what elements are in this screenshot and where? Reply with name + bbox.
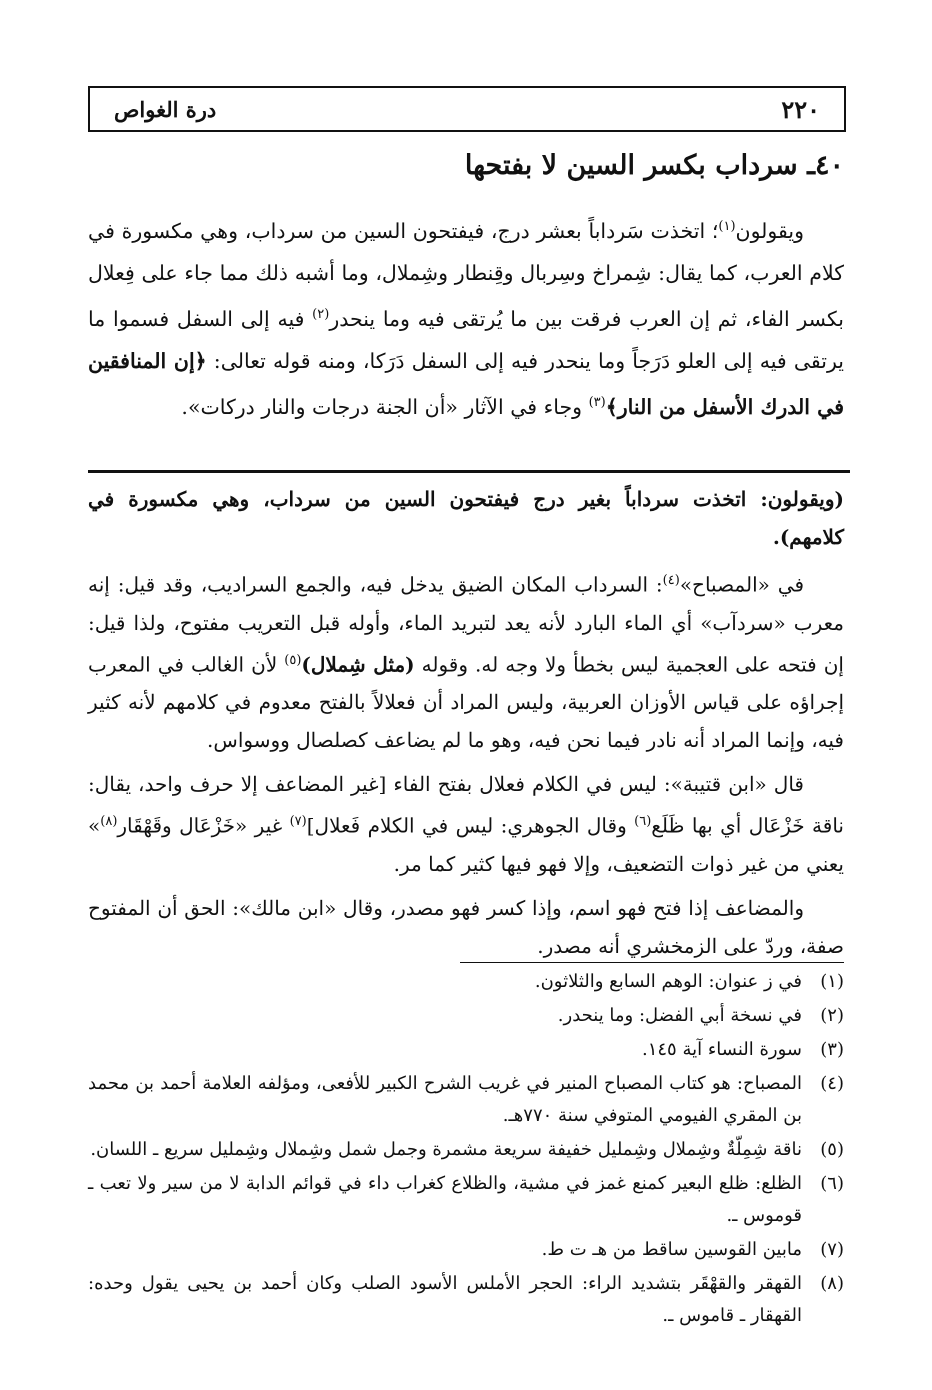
footnote-ref: (٥) (284, 652, 302, 668)
section-divider (88, 470, 850, 473)
footnote-text: القهقر والقهْقَر بتشديد الراء: الحجر الأملس الأسود الصلب وكان أحمد بن يحيى يقول وحده: القهقار ـ قاموس ـ. (88, 1273, 802, 1326)
footnotes (88, 966, 844, 1334)
section-title (88, 150, 844, 181)
text-run: وجاء في الآثار «أن الجنة درجات والنار دركات». (181, 394, 589, 419)
footnote-text: ناقة شِمِلّةٌ وشِملال وشِمليل خفيفة سريعة مشمرة وجمل شمل وشِملال وشِمليل سريع ـ اللسان. (90, 1139, 802, 1160)
commentary-paragraph: والمضاعف إذا فتح فهو اسم، وإذا كسر فهو مصدر، وقال «ابن مالك»: الحق أن المفتوح صفة، وردّ على الزمخشري أنه مصدر. (88, 895, 844, 958)
running-title: درة الغواص (114, 96, 217, 122)
footnote-text: في نسخة أبي الفضل: وما ينحدر. (557, 1005, 802, 1026)
footnote-number: (٦) (820, 1173, 844, 1194)
text-run: لأن الغالب في المعرب إجراؤه على قياس الأوزان العربية، وليس المراد أن فعلالاً بالفتح معدوم في كلامهم لأنه كثير فيه، وإنما المراد أنه نادر فيما نحن فيه، وهو ما لم يضاعف كصلصال ووسواس. (88, 652, 844, 753)
footnote (88, 1000, 844, 1032)
commentary (88, 480, 844, 971)
page-number: ٢٢٠ (781, 94, 820, 124)
footnote-ref: (٧) (289, 814, 307, 830)
page-header (88, 86, 846, 132)
text-run: وقال الجوهري: ليس في الكلام فَعلال] (306, 813, 635, 838)
section-title-text: ـ سرداب بكسر السين لا بفتحها (464, 150, 815, 181)
commentary-paragraph (88, 765, 844, 883)
footnote-ref: (٦) (634, 814, 652, 830)
footnote-text: الظلع: ظلع البعير كمنع غمز في مشية، والظلاع كغراب داء في قوائم الدابة لا من سير ولا تعب ـ قوموس ـ. (88, 1173, 802, 1226)
footnote (88, 1134, 844, 1166)
footnote (88, 1034, 844, 1066)
commentary-paragraph (88, 562, 844, 759)
text-run: : السرداب المكان الضيق يدخل فيه، والجمع السراديب، وقد قيل: إنه معرب «سردآب» أي الماء البارد لأنه يعد لتبريد الماء، وأوله قبل التعريب مفتوح، ولذا قيل: إن فتحه على العجمية ليس بخطأ ولا وجه له. وقوله (88, 572, 844, 677)
footnote (88, 966, 844, 998)
footnote-number: (٤) (820, 1073, 844, 1094)
footnote (88, 1268, 844, 1332)
quran-quote: ﴿إن المنافقين في الدرك الأسفل من النار﴾ (88, 348, 844, 419)
bold-term: (مثل شِملال) (301, 652, 415, 677)
footnote-ref: (١) (718, 219, 736, 234)
text-run: » يعني من غير ذوات التضعيف، وإلا فهو فيها كثير كما مر. (88, 813, 844, 876)
text-run: ويقولون (735, 218, 804, 243)
main-text (88, 206, 844, 427)
footnote-number: (٣) (820, 1039, 844, 1060)
footnote-ref: (٢) (312, 306, 330, 322)
footnote (88, 1168, 844, 1232)
footnote-number: (٨) (820, 1273, 844, 1294)
footnote-text: مابين القوسين ساقط من هـ ت ط. (541, 1239, 802, 1260)
footnote-number: (٥) (820, 1139, 844, 1160)
footnote-number: (٧) (820, 1239, 844, 1260)
footnote-number: (١) (820, 971, 844, 992)
text-run: فيه إلى السفل فسموا ما يرتقى فيه إلى العلو دَرَجاً وما ينحدر فيه إلى السفل دَرَكا، ومنه قوله تعالى: (88, 306, 844, 373)
footnote-ref: (٤) (662, 573, 680, 588)
footnote (88, 1068, 844, 1132)
section-number: ٤٠ (814, 150, 844, 181)
text-run: غير «خَزْعَال وقَهْقَار (117, 813, 290, 838)
footnote-ref: (٣) (588, 394, 606, 410)
footnote-text: في ز عنوان: الوهم السابع والثلاثون. (534, 971, 802, 992)
footnote-divider (460, 962, 844, 963)
footnote-text: سورة النساء آية ١٤٥. (641, 1039, 802, 1060)
commentary-lead: (ويقولون: اتخذت سرداباً بغير درج فيفتحون السين من سرداب، وهي مكسورة في كلامهم). (88, 487, 844, 549)
text-run: في «المصباح» (679, 572, 804, 597)
footnote-ref: (٨) (100, 814, 118, 830)
footnote (88, 1234, 844, 1266)
main-paragraph (88, 206, 844, 427)
footnote-text: المصباح: هو كتاب المصباح المنير في غريب الشرح الكبير للأفعى، ومؤلفه العلامة أحمد بن محمد بن المقري الفيومي المتوفي سنة ٧٧٠هـ. (88, 1073, 802, 1126)
text-run: قال «ابن قتيبة»: ليس في الكلام فعلال بفتح الفاء [غير المضاعف إلا حرف واحد، يقال: ناقة خَزْعَال أي بها ظَلَع (88, 772, 844, 838)
footnote-number: (٢) (820, 1005, 844, 1026)
text-run: ؛ اتخذت سَرداباً بعشر درج، فيفتحون السين من سرداب، وهي مكسورة في كلام العرب، كما يقال: شِمراخ وسِربال وقِنطار وشِملال، وما أشبه ذلك مما جاء على فِعلال بكسر الفاء، ثم إن العرب فرقت بين ما يُرتقى فيه وما ينحدر (88, 218, 844, 331)
